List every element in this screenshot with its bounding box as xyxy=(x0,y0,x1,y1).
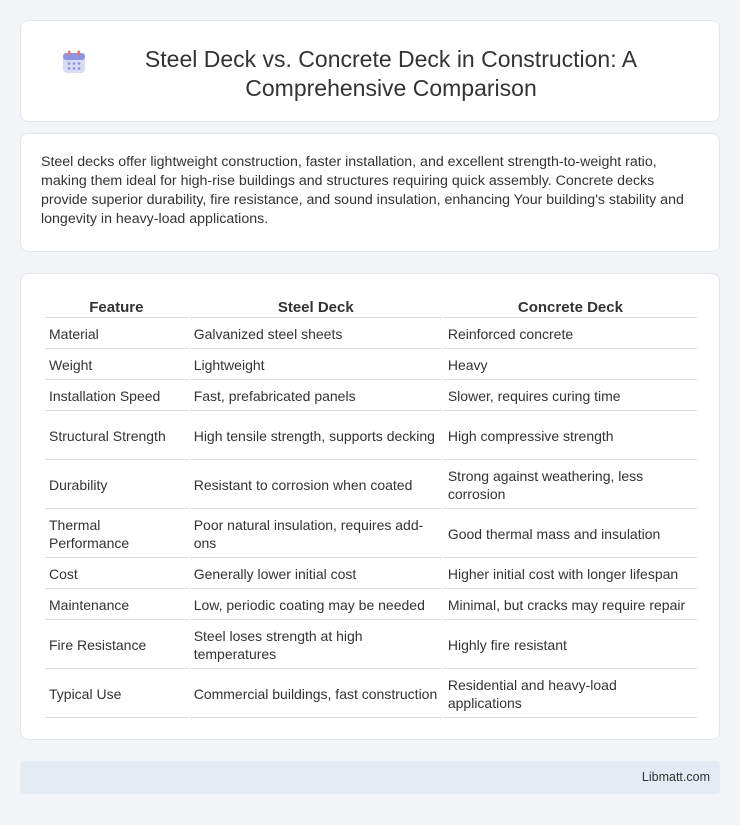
concrete-cell: Residential and heavy-load applications xyxy=(444,671,697,718)
table-row xyxy=(45,622,697,669)
table-row xyxy=(45,560,697,589)
table-row xyxy=(45,671,697,718)
concrete-cell: High compressive strength xyxy=(444,413,697,460)
title-card xyxy=(20,20,720,122)
footer-brand: Libmatt.com xyxy=(641,770,710,784)
page-title: Steel Deck vs. Concrete Deck in Construction: A Comprehensive Comparison xyxy=(144,46,638,101)
steel-cell: Resistant to corrosion when coated xyxy=(190,462,442,509)
summary-text: Steel decks offer lightweight construction, faster installation, and excellent strength-to-weight ratio, making them ideal for high-rise buildings and structures requiring quick assembly. Concrete decks provide superior durability, fire resistance, and sound insulation, enhancing Your building's stability and longevity in heavy-load applications. xyxy=(41,154,684,227)
feature-cell: Thermal Performance xyxy=(45,511,188,558)
feature-cell: Durability xyxy=(45,462,188,509)
feature-cell: Material xyxy=(45,320,188,349)
header-steel-deck: Steel Deck xyxy=(190,296,442,318)
feature-cell: Installation Speed xyxy=(45,382,188,411)
feature-cell: Weight xyxy=(45,351,188,380)
steel-cell: Commercial buildings, fast construction xyxy=(190,671,442,718)
table-row xyxy=(45,413,697,460)
table-row xyxy=(45,462,697,509)
steel-cell: Steel loses strength at high temperatures xyxy=(190,622,442,669)
steel-cell: Generally lower initial cost xyxy=(190,560,442,589)
table-row xyxy=(45,382,697,411)
summary-card xyxy=(20,133,720,252)
feature-cell: Typical Use xyxy=(45,671,188,718)
steel-cell: Poor natural insulation, requires add-ons xyxy=(190,511,442,558)
table-row xyxy=(45,320,697,349)
table-row xyxy=(45,351,697,380)
footer xyxy=(20,761,720,794)
feature-cell: Cost xyxy=(45,560,188,589)
table-row xyxy=(45,511,697,558)
concrete-cell: Good thermal mass and insulation xyxy=(444,511,697,558)
header-concrete-deck: Concrete Deck xyxy=(444,296,697,318)
concrete-cell: Minimal, but cracks may require repair xyxy=(444,591,697,620)
feature-cell: Fire Resistance xyxy=(45,622,188,669)
concrete-cell: Strong against weathering, less corrosion xyxy=(444,462,697,509)
feature-cell: Maintenance xyxy=(45,591,188,620)
concrete-cell: Slower, requires curing time xyxy=(444,382,697,411)
steel-cell: Fast, prefabricated panels xyxy=(190,382,442,411)
steel-cell: Galvanized steel sheets xyxy=(190,320,442,349)
comparison-table xyxy=(43,294,699,720)
steel-cell: Low, periodic coating may be needed xyxy=(190,591,442,620)
table-header-row xyxy=(45,296,697,318)
steel-cell: High tensile strength, supports decking xyxy=(190,413,442,460)
comparison-table-card xyxy=(20,273,720,740)
feature-cell: Structural Strength xyxy=(45,413,188,460)
table-row xyxy=(45,591,697,620)
calendar-icon xyxy=(61,49,87,75)
concrete-cell: Heavy xyxy=(444,351,697,380)
concrete-cell: Reinforced concrete xyxy=(444,320,697,349)
steel-cell: Lightweight xyxy=(190,351,442,380)
header-feature: Feature xyxy=(45,296,188,318)
title-row xyxy=(21,21,719,103)
concrete-cell: Higher initial cost with longer lifespan xyxy=(444,560,697,589)
concrete-cell: Highly fire resistant xyxy=(444,622,697,669)
